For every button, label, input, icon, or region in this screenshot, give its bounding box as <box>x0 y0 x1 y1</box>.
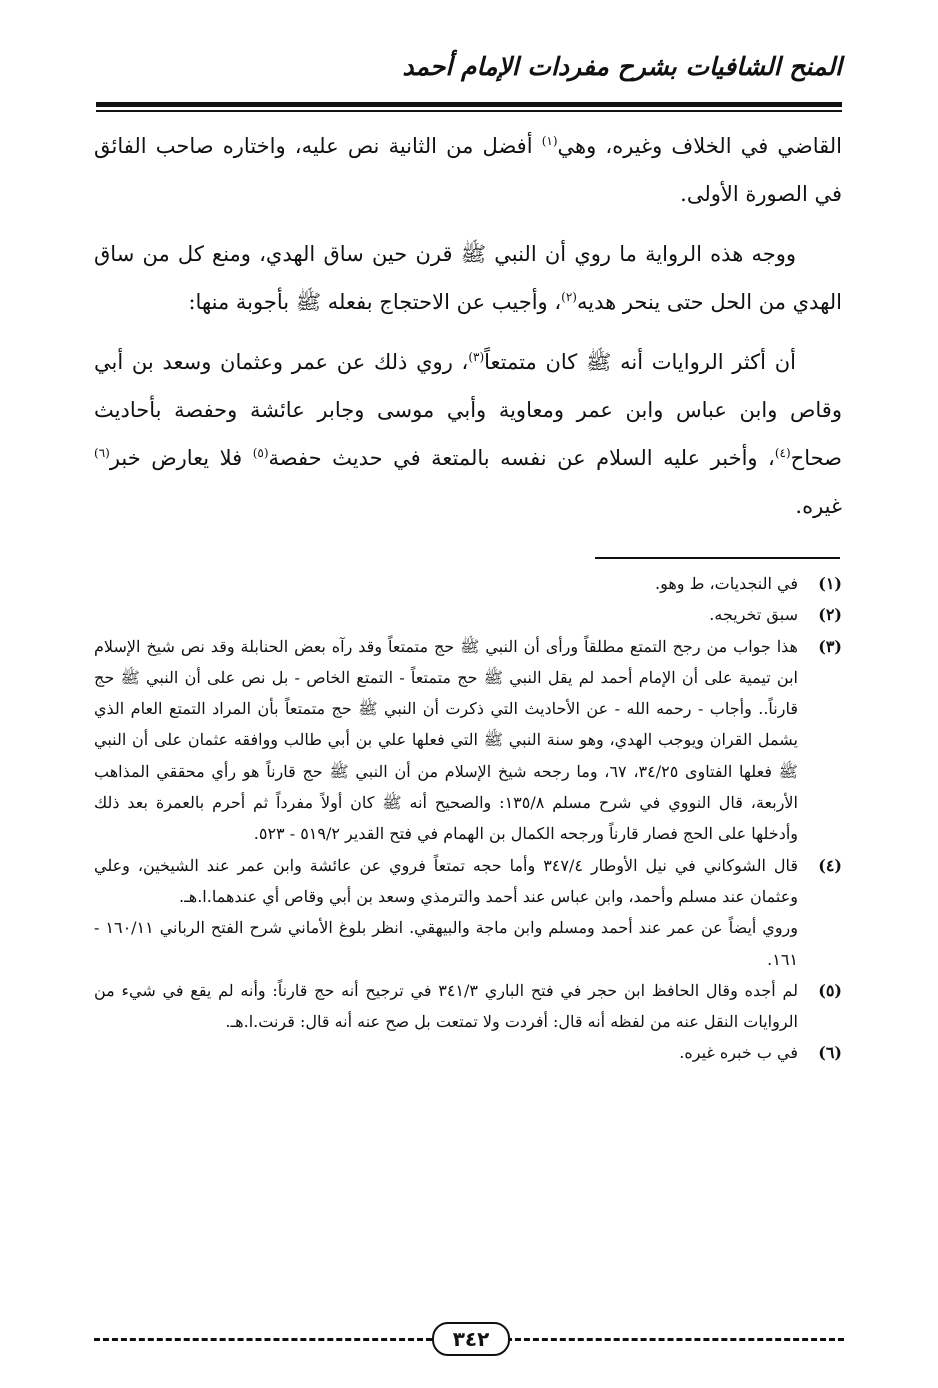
text-run: أن أكثر الروايات أنه ﷺ كان متمتعاً <box>484 350 796 374</box>
footnote-text: سبق تخريجه. <box>709 605 798 625</box>
footnote-text: في النجديات، ط وهو. <box>655 574 798 593</box>
footnote-6 <box>94 1037 842 1068</box>
page-number: ٣٤٢ <box>432 1322 510 1356</box>
footnote-3 <box>94 631 842 850</box>
text-run: القاضي في الخلاف وغيره، وهي <box>557 134 842 158</box>
text-run: أفضل من الثانية نص عليه، واختاره صاحب الفائق في الصورة الأولى. <box>94 134 842 206</box>
paragraph-3 <box>94 338 842 530</box>
footnote-ref-6[interactable]: (٦) <box>94 446 110 460</box>
header-rule-thin <box>96 110 842 112</box>
header-rule-thick <box>96 102 842 107</box>
footnotes <box>94 568 842 1069</box>
footnote-ref-1[interactable]: (١) <box>541 134 558 148</box>
footnote-1 <box>94 568 842 599</box>
footnote-ref-4[interactable]: (٤) <box>774 446 791 460</box>
running-header-title: المنح الشافيات بشرح مفردات الإمام أحمد <box>402 52 842 81</box>
footnote-number: (٣) <box>818 636 842 656</box>
footnote-ref-2[interactable]: (٢) <box>561 290 577 304</box>
footnote-text: هذا جواب من رجح التمتع مطلقاً ورأى أن النبي ﷺ حج متمتعاً وقد رآه بعض الحنابلة وقد نص شيخ الإسلام ابن تيمية على أن الإمام أحمد لم يقل النبي ﷺ حج متمتعاً - التمتع الخاص - بل نص على أن النبي ﷺ حج قارناً.. وأجاب - رحمه الله - عن الأحاديث التي ذكرت أن النبي ﷺ حج متمتعاً بأن المراد التمتع العام الذي يشمل القران ويوجب الهدي، وهو سنة النبي ﷺ التي فعلها علي بن أبي طالب ووافقه عثمان على أن النبي ﷺ فعلها الفتاوى ٢٥/‏٣٤، ٦٧، وما رجحه شيخ الإسلام من أن النبي ﷺ حج قارناً هو رأي محققي المذاهب الأربعة، قال النووي في شرح مسلم ٨/‏١٣٥: والصحيح أنه ﷺ كان أولاً مفرداً ثم أحرم بالعمرة بعد ذلك وأدخلها على الحج فصار قارناً ورجحه الكمال بن الهمام في فتح القدير ٢/‏٥١٩ - ٥٢٣. <box>94 636 799 844</box>
main-text <box>94 122 842 542</box>
footnote-text: قال الشوكاني في نيل الأوطار ٤/‏٣٤٧ وأما حجه تمتعاً فروي عن عائشة وابن عمر عند الشيخين، وعلي وعثمان عند مسلم وأحمد، وابن عباس عند أحمد والترمذي وسعد بن أبي وقاص أي عندهما.ا.هـ. <box>94 855 798 906</box>
footnote-4-continued: وروي أيضاً عن عمر عند أحمد ومسلم وابن ماجة والبيهقي. انظر بلوغ الأماني شرح الفتح الرباني ١١/‏١٦٠ - ١٦١. <box>94 918 799 969</box>
footnote-number: (٢) <box>818 605 842 625</box>
footnote-number: (٥) <box>818 980 842 1000</box>
text-run: ووجه هذه الرواية ما روي أن النبي ﷺ قرن حين ساق الهدي، ومنع كل من ساق الهدي من الحل حتى ينحر هديه <box>94 242 842 314</box>
footnote-number: (٦) <box>818 1043 842 1063</box>
footnote-ref-3[interactable]: (٣) <box>468 350 485 364</box>
paragraph-1 <box>94 122 842 218</box>
footnote-4 <box>94 850 842 913</box>
paragraph-2 <box>94 230 842 326</box>
footnote-number: (١) <box>818 574 842 593</box>
text-run: ، وأجيب عن الاحتجاج بفعله ﷺ بأجوبة منها: <box>188 290 562 314</box>
footnote-5 <box>94 975 842 1038</box>
footnote-text: في ب خبره غيره. <box>679 1043 798 1063</box>
text-run: ، روي ذلك عن عمر وعثمان وسعد بن أبي وقاص وابن عباس وابن عمر ومعاوية وأبي موسى وجابر عائشة وحفصة بأحاديث صحاح <box>94 350 842 470</box>
footnote-ref-5[interactable]: (٥) <box>252 446 269 460</box>
text-run: ، وأخبر عليه السلام عن نفسه بالمتعة في حديث حفصة <box>268 446 775 470</box>
footnote-number: (٤) <box>818 855 842 875</box>
footer-dashed-rule-right <box>506 1338 844 1341</box>
footnote-2 <box>94 599 842 630</box>
text-run: فلا يعارض خبر <box>109 446 253 470</box>
footer-dashed-rule-left <box>94 1338 432 1341</box>
text-run: غيره. <box>795 494 842 518</box>
footnote-text: لم أجده وقال الحافظ ابن حجر في فتح الباري ٣/‏٣٤١ في ترجيح أنه حج قارناً: وأنه لم يقع في شيء من الروايات النقل عنه من لفظه أنه قال: أفردت ولا تمتعت بل صح عنه أنه قال: قرنت.ا.هـ. <box>94 980 798 1032</box>
footnote-separator <box>595 557 840 559</box>
